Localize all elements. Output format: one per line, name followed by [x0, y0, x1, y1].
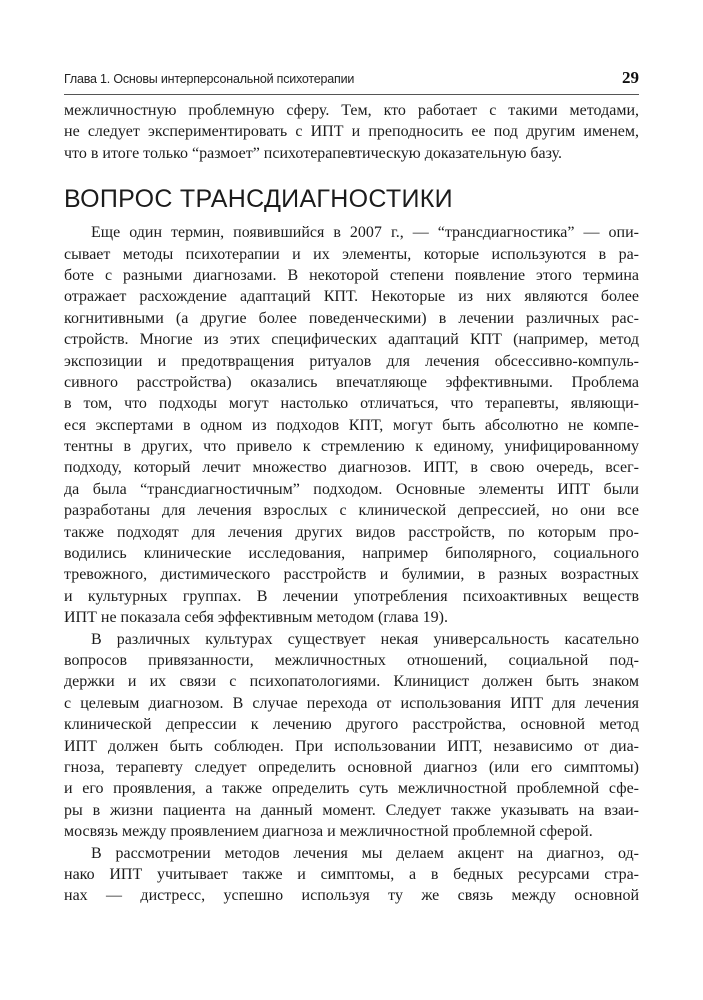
text-line: отражает расхождение адаптаций КПТ. Некоторые из них являются более — [64, 288, 639, 306]
text-line: мосвязь между проявлением диагноза и межличностной проблемной сферой. — [64, 823, 593, 841]
text-line: и культурных группах. В лечении употребления психоактивных веществ — [64, 587, 639, 605]
text-line: держки и их связи с психопатологиями. Клиницист должен быть знаком — [64, 673, 639, 691]
text-line: В рассмотрении методов лечения мы делаем акцент на диагноз, од- — [91, 844, 639, 862]
text-line: нах — дистресс, успешно используя ту же связь между основной — [64, 887, 639, 905]
paragraph-1 — [64, 222, 639, 628]
text-line: стройств. Многие из этих специфических адаптаций КПТ (например, метод — [64, 331, 639, 349]
text-line: вопросов привязанности, межличностных отношений, социальной под- — [64, 651, 639, 669]
text-line: боте с разными диагнозами. В некоторой степени появление этого термина — [64, 266, 639, 284]
text-line: тентны в других, что привело к стремлению к единому, унифицированному — [64, 438, 639, 456]
text-line: тревожного, дистимического расстройств и булимии, в разных возрастных — [64, 566, 639, 584]
text-line: ИПТ должен быть соблюден. При использовании ИПТ, независимо от диа- — [64, 737, 639, 755]
text-line: сывает методы психотерапии и их элементы, которые используются в ра- — [64, 245, 639, 263]
text-line: Еще один термин, появившийся в 2007 г., — “трансдиагностика” — опи- — [91, 224, 639, 242]
text-line: и его проявления, а также определить суть межличностной проблемной сфе- — [64, 780, 639, 798]
intro-paragraph — [64, 100, 639, 164]
text-line: разработаны для лечения взрослых с клинической депрессией, но они все — [64, 502, 639, 520]
text-line: не следует экспериментировать с ИПТ и преподносить ее под другим именем, — [64, 123, 639, 141]
text-line: нако ИПТ учитывает также и симптомы, а в бедных ресурсами стра- — [64, 865, 639, 883]
text-line: межличностную проблемную сферу. Тем, кто работает с такими методами, — [64, 102, 639, 119]
text-line: ИПТ не показала себя эффективным методом (глава 19). — [64, 609, 448, 627]
text-line: что в итоге только “размоет” психотерапевтическую доказательную базу. — [64, 144, 563, 162]
text-line: когнитивными (а другие более поведенческими) в лечении различных рас- — [64, 309, 639, 327]
text-line: ры в жизни пациента на данный момент. Следует также указывать на взаи- — [64, 801, 639, 819]
text-line: экспозиции и предотвращения ритуалов для лечения обсессивно-компуль- — [64, 352, 639, 370]
text-line: также подходят для лечения других видов расстройств, по которым про- — [64, 523, 639, 541]
running-head — [64, 68, 639, 92]
paragraph-2 — [64, 629, 639, 843]
text-line: гноза, терапевту следует определить основной диагноз (или его симптомы) — [64, 758, 639, 776]
text-line: подходу, который лечит множество диагнозов. ИПТ, в свою очередь, всег- — [64, 459, 639, 477]
text-line: еся экспертами в одном из подходов КПТ, могут быть абсолютно не компе- — [64, 416, 639, 434]
chapter-title: Глава 1. Основы интерперсональной психотерапии — [64, 72, 355, 86]
text-line: сивного расстройства) оказались впечатляюще эффективными. Проблема — [64, 373, 639, 391]
text-line: клинической депрессии к лечению другого расстройства, основной метод — [64, 716, 639, 734]
text-line: в том, что подходы могут настолько отличаться, что терапевты, являющи- — [64, 395, 639, 413]
page-body — [64, 100, 639, 907]
text-line: да была “трансдиагностичным” подходом. Основные элементы ИПТ были — [64, 480, 639, 498]
header-rule — [64, 94, 639, 95]
paragraph-3 — [64, 843, 639, 907]
page-number: 29 — [622, 68, 639, 87]
text-line: водились клинические исследования, например биполярного, социального — [64, 545, 639, 563]
text-line: В различных культурах существует некая универсальность касательно — [91, 630, 639, 648]
text-line: с целевым диагнозом. В случае перехода от использования ИПТ для лечения — [64, 694, 639, 712]
section-heading: ВОПРОС ТРАНСДИАГНОСТИКИ — [64, 185, 453, 214]
